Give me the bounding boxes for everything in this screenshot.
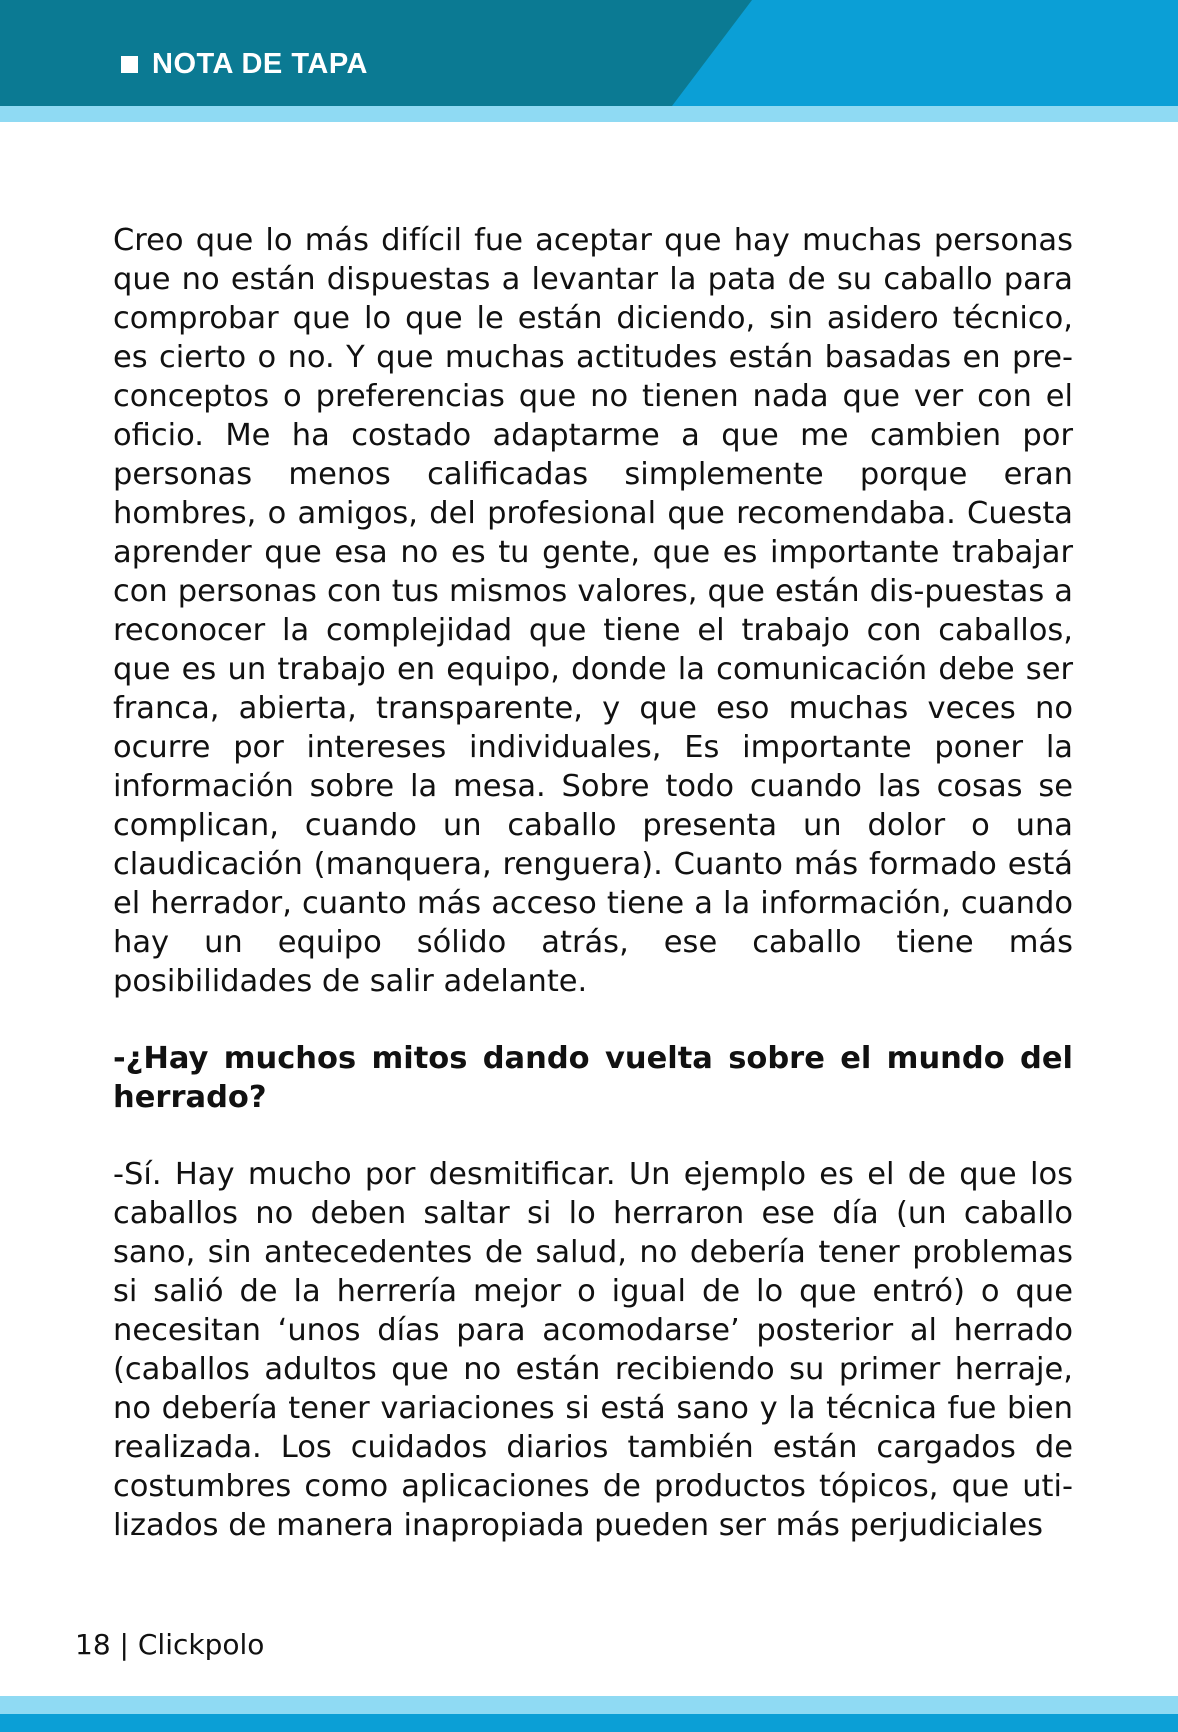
section-label-text: NOTA DE TAPA (152, 48, 368, 80)
footer-light-strip (0, 1696, 1178, 1714)
header-light-strip (0, 106, 1178, 122)
header-banner (0, 0, 1178, 106)
header-dark-band (0, 0, 752, 106)
interview-question: -¿Hay muchos mitos dando vuelta sobre el mundo del herrado? (113, 1041, 1073, 1115)
article-paragraph: Creo que lo más difícil fue aceptar que hay muchas personas que no están dispuestas a levantar la pata de su caballo para comprobar que lo que le están diciendo, sin asidero técnico, es cierto o no. Y que muchas actitudes están basadas en pre-conceptos o preferencias que no tienen nada que ver con el oficio. Me ha costado adaptarme a que me cambien por personas menos calificadas simplemente porque eran hombres, o amigos, del profesional que recomendaba. Cuesta aprender que esa no es tu gente, que es importante trabajar con personas con tus mismos valores, que están dis-puestas a reconocer la complejidad que tiene el trabajo con caballos, que es un trabajo en equipo, donde la comunicación debe ser franca, abierta, transparente, y que eso muchas veces no ocurre por intereses individuales, Es importante poner la información sobre la mesa. Sobre todo cuando las cosas se complican, cuando un caballo presenta un dolor o una claudicación (manquera, renguera). Cuanto más formado está el herrador, cuanto más acceso tiene a la información, cuando hay un equipo sólido atrás, ese caballo tiene más posibilidades de salir adelante. (113, 223, 1073, 999)
article-body (113, 221, 1073, 1545)
square-bullet-icon (121, 56, 138, 73)
footer-dark-strip (0, 1714, 1178, 1732)
interview-answer: -Sí. Hay mucho por desmitificar. Un ejemplo es el de que los caballos no deben saltar si lo herraron ese día (un caballo sano, sin antecedentes de salud, no debería tener problemas si salió de la herrería mejor o igual de lo que entró) o que necesitan ‘unos días para acomodarse’ posterior al herrado (caballos adultos que no están recibiendo su primer herraje, no debería tener variaciones si está sano y la técnica fue bien realizada. Los cuidados diarios también están cargados de costumbres como aplicaciones de productos tópicos, que uti-lizados de manera inapropiada pueden ser más perjudiciales (113, 1157, 1073, 1543)
section-label (121, 48, 368, 81)
page-footer-label: 18 | Clickpolo (75, 1628, 265, 1661)
